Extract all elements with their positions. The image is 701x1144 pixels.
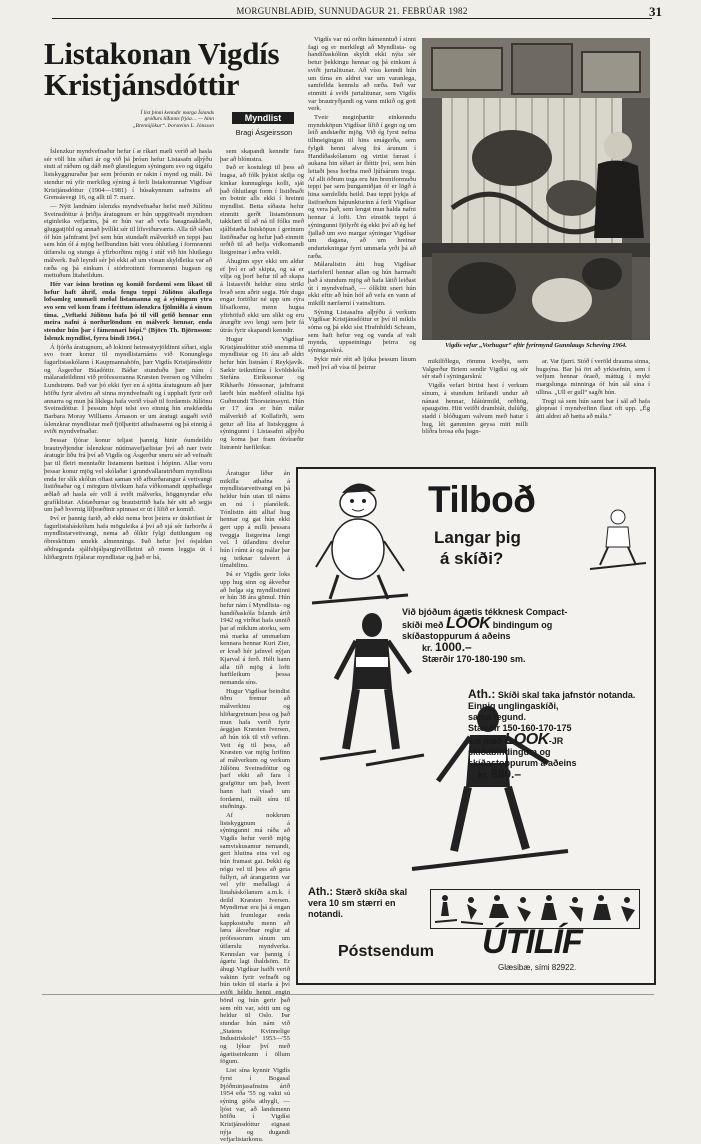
paragraph: Á fjórða áratugnum, að lokinni heimsstyrjöldinni síðari, sigla svo tvær konur til myndlistarnáms við Konunglega fagurlistaskólann í Kaupmannahöfn, þær Vigdís Kristjánsdóttir og Ásgerður Búadóttir. Báðar stunduðu þær nám í málaradeildinni við prófessoranna Kræsten Iversen og Vilhelm Lundstrøm. Það var þó ekki fyrr en á sjötta áratugnum að þær höfðu fyrir alvöru að sinna myndvefnaði og í upphafi fyrir orð annarra og mun þá líklega hafa verið vísað til fordæmis Júlíönu Sveinsdóttur. Í þessum hópi telst svo einnig hin enskfædda Barbara Moray Williams Árnason er um áratugi augaði svið íslenzkrar myndlistar með fjölþættri athafnasemi og þá einnig á sviði myndvefnaðar. — [44, 343, 212, 436]
offer-line: Við bjóðum ágætis tékknesk Compact- — [402, 607, 568, 617]
offer-text: -JR — [548, 736, 564, 746]
offer-line: skíðastoppurum á aðeins — [402, 631, 511, 641]
ad-subtitle-line: á skíði? — [440, 549, 504, 568]
size-line: Stærðir 150-160-170-175 — [468, 723, 572, 733]
paragraph: — Nýtt landnám íslenzks myndvefnaðar hefst með Júlíönu Sveinsdóttur á þriðja áratugnum er hún uppgötvaði myndræn eiginleika vefjarins, þá er hún var að vefa bæagnaáklæði, gluggatjöld og annað þvílíkt sér til lífsviðurværis. Alla tíð síðan óf hún jafnframt því sem hún stundaði málverkið en teppi þau sem hún óf á mjög heflbundinn hátt voru óhlutlæg í formrænni útfærslu og stungu á yfirborðinu mjög í stúf við hin hlutlægu málverk. Það leyndi sér þó ekki að um vissan skyldleika var að ræða og þá einkum í stórbrotinni formrænni hugsun og mettuðum litaheildum. — [44, 202, 212, 280]
ad-title: Tilboð — [428, 479, 536, 520]
article-column-2-lower — [220, 470, 290, 1144]
paragraph: Málaralistin átti hug Vigdísar starfsferil hennar allan og hún harmaði það á stundum mjög að hafa látið leiðast út í myndvefnað, — ólíklitt sneri hún ekki eftir að hún hóf að vefa en vann af mikilli nærfærni í vatnslitum. — [308, 261, 416, 307]
paragraph: Áratugur líður án mikilla athafna á myndlistarvettvangi en þá heldur hún utan til náms en nú í píanóleik. Tónlistin átti alltaf hug hennar og gat hún ekki gert upp á milli þessara tveggja listgreina lengi vel. Í útlandinu dvelur hún í rúmt ár og málar þar og teiknar talsvert á tímabilinu. — [220, 470, 290, 570]
bottom-divider — [42, 994, 654, 995]
section-tag: Myndlist — [232, 112, 294, 124]
note-line — [468, 689, 648, 701]
photo-caption: Vigdís vefur „Vorhugur“ eftir fyrirmynd Gunnlaugs Scheving 1964. — [445, 342, 627, 349]
article-headline: Listakonan Vigdís Kristjánsdóttir — [44, 36, 280, 102]
paragraph: Vigdís vefari birtist hest í verkum sínum, á stundum hrífandi undur að nánast hennar, hlátúrmild, orðhög, spaugsöm. Hitt veifði drambiát, dulúðg, stadd í blóðugum valvum með hatur í hug, lét gamminn geysa mitt milli blíðra brosa eða þagn- — [422, 382, 528, 436]
paragraph: Hugur Vigdísar Kristjánsdóttur stóð snemma til myndlistar og 16 ára að aldri hefur hún listnám í Reykjavík. Sækir teiknitíma í kvöldskóla Stefáns Eiríkssonar og Ríkharðs Jónssonar, jafnframt lærði hún meðferð olíulita hjá Guðmundi Thorsteinssyni. Hún er 17 ára er hún málar málverkið af Kollafirði, sem getur að líta af listskyggnu á sýningunni í Listasafni alþýðu og koma þar fram ótvíræðir listrænir hæfileikar. — [220, 335, 304, 451]
offer-line: sama tegund. — [468, 712, 527, 722]
note-text: Skíði skal taka jafnstór notanda. — [497, 690, 636, 700]
paragraph: Það er kostulegt til þess að hugsa, að fólk þykist skilja og kinkar kunnuglega kolli, sjái það óhlutlægt form í listiðnaði en botnir alls ekki í hreinni myndlist. Betta síðasta hefur einmitt gerðt listamönnum takkfært til að ná til fólks með sjálfstæða listsköpun í greinum listiðnaðar og hefur það einmitt orðið til að hefja vídkomandi listgreinar í æðra veldi. — [220, 164, 304, 257]
note-text: Stærð skíða skal vera 10 sm stærri en notandi. — [308, 887, 408, 919]
size-line: Stærðir 170-180-190 sm. — [422, 654, 526, 664]
offer-text: bindingum og — [492, 620, 553, 630]
paragraph: mikilfðlegu, römmu kveðju, sem Valgerður Briem sendir Vigdísi og sér sér stað í sýningarskrá: — [422, 358, 528, 381]
paragraph: Því er þannig farið, að ekki nema brot þeirra er útskrifast úr fagurlistaháskólum hafa möguleika á því að sjá sér farborða á myndlistarvettvangi, nema að ólíkir fylgi duttlungum og óbreskötum smekk almennings. Það hefur því ósjaldan aðdraganda sjálfshjálpargirvöllleitni að menn leggja út í hliðargrein frjálsrar myndlistar og það er bá, — [44, 515, 212, 561]
photo-illustration — [422, 38, 650, 340]
paragraph: Vigdís var nú orðin hámenntuð í sinni fagi og er merkilegt að Myndlista- og handíðaskólinn skyldi ekki nýta sér betur þekkingu hennar og þá einkum á sviði jurtalitunar. Að vísu kenndi hún um tíma en aldrei var um varanlega, samfellda kennslu að ræða. Það var einmitt á sviði jurtalitunar, sem Vigdís var brautryðjandi og vann mikið og gott verk. — [308, 36, 416, 113]
offer-line: skíðabindingum og — [468, 747, 551, 757]
page-number: 31 — [649, 4, 662, 19]
masthead — [52, 4, 662, 19]
junior-offer — [468, 689, 648, 781]
paragraph: Hér var ísinn brotinn og komið fordæmi sem líkast til hefur haft áhrif, enda fengu teppi Júlíönu ákaflega lofsamleg ummæli meðal listamanna og á sýningum ytra svo sem vel kom fram í fréttum íslenzkra fjölmiðla á sínum tíma. „Veftæki Júlíönu hafa þó til vill getið hennar enn meira nafni á norðurlöndum en málverk hennar, enda stendur hún þar í fámennari hópi.“ (Björn Th. Björnsson: Íslenzk myndlist, fyrra bindi 1964.) — [44, 280, 212, 342]
price-value: 880.– — [491, 767, 522, 781]
paragraph: List sína kynnir Vigdís fyrst í Bogasal Þjóðminjasafnsins árið 1954 eða '55 og vakti sú sýning góða athygli, — ljóst var, að landsmenn höfðu í Vigdísi Kristjánsdóttur eignast nýja og dugandi vefjarlistarkonu. — [220, 1067, 290, 1144]
article-column-4 — [422, 358, 528, 462]
paragraph: Hugur Vigdísar beindist öðru fremur að málverkinu og hliðargreinum þess og það mun hafa verið fyrir áeggjan Kræsten Iversen, að hún tók til við vefinn. Veit ég til þess, að Kræsten var mjög hrifinn af málverkum og verkum Júlíönu Sveinsdóttur og þarf ekki að fara í grafgötur um það, hvert hann hafi vísað um fordæmi, máli sínu til stuðnings. — [220, 687, 290, 811]
offer-line: skíðastoppurum á aðeins — [468, 758, 577, 768]
offer-text: skíði með — [402, 620, 444, 630]
offer-line — [402, 615, 648, 632]
offer-line — [468, 731, 648, 748]
snowman-skier-illustration — [308, 471, 418, 611]
price-value: 1000.– — [435, 640, 472, 654]
paragraph: sem skapandi kenndir fara þar að blómstra. — [220, 148, 304, 163]
ad-subtitle-line: Langar þig — [434, 528, 521, 547]
article-column-3 — [308, 36, 416, 464]
small-skier-icon — [588, 505, 648, 575]
ad-subtitle — [434, 527, 521, 569]
price-line — [402, 642, 648, 654]
paragraph: Af nokkrum listskyggnum á sýningunni má ráða að Vigdís hefur verið mjög samviskusamur nemandi, gert hlutina eins vel og hún framast gat. Þekki ég nógu vel til þess að geta fullyrt, að árangurinn var vel yfir meðallagi á listaháskólanum a.m.k. í deild Kræsten Iversen. Myndirnar eru þá á engan hátt frumlegar enda kappkostuðu menn að læra ákveðnar reglur af prófessorum sínum um útfærslu myndverka. Kennslan var þannig í ágætu lagi íhaldsöm. Er áhugi Vigdísar hafði verið vakinn fyrir vefnaði og hún tekin til starfa á því sviði héldu henni engin bönd og hún gerir það sem rétt var, sótti um og heldur til Oslo. Þar stundar hún nám við „Statens Kvinnelige Industriskole“ 1953—'55 og lýkur því með ágætiseinkunn í öllum fögum. — [220, 811, 290, 1066]
masthead-title: MORGUNBLAÐIÐ, SUNNUDAGUR 21. FEBRÚAR 1982 — [236, 6, 468, 16]
utilif-logo: ÚTILÍF — [482, 923, 582, 961]
paragraph: Áhuginn spyr ekki um aldur ef því er að skipta, og sá er vilja og þorf hefur til að skapa á listasviði heldur einu striki hvað sem aðrir segja. Hér duga engar fortölur né upp um rýra lífsafkomu, menn hugsa yfirhöfuð ekki um slíkt og eru ánægðir svo lengi sem þeir fá útrás fyrir skapandi kenndir. — [220, 257, 304, 335]
article-column-2 — [220, 148, 304, 468]
paragraph: Tveir meginþættir einkenndu myndsköpun Vigdísar lífið í gegn og um leið andstæðir mjög. Við ég fyrst nefna tilhneigingun til hins smágerða, sem fylgdi henni alveg frá árunum í Handíðaskólanum og virtist færast í aukana hin síðari ár fléttir því, sem hún leitaði þess horfna með ljúfsárum trega. Af allt öðrum toga eru hin breniformuðu teppi þar sem þungamiðjan óf er lögð á hina samfelldu heild. Þau teppi þykja af listfræðum hápunkturinn á ferli Vigdísar og vera það, sem lengst mun halda nafni hennar á lofti. Um einstök teppi á sýningunni fjölyrði ég ekki því að ég hef fjallað um svo margar sýningar Vigdísar um dagana, að um hreinar endurtekningar fyrri ummæla yrði þá að ræða. — [308, 114, 416, 260]
paragraph: Tregi sá sem hún samt bar í sál að hafa gloprast í myndvefinn flaut oft upp. „Ég átti aldrei að hætta að mála.“ — [536, 397, 650, 420]
epigraph: Í list þinni kenndir marga Íslands gróðurs liðanns frjóa… — hinn „Brennijökur“. Þorsteinn L. Jónsson — [132, 110, 214, 129]
offer-text: sm með — [468, 736, 503, 746]
byline: Bragi Ásgeirsson — [235, 128, 293, 137]
weaver-photo — [422, 38, 650, 340]
paragraph: Þessar fjórar konur teljast þannig hinir óumdeildu brautryðjendur íslenzkrar nútímavefjarlistar því að nær tveir áratugir liðu frá því að Vigdís og Ásgerður sneru sér að vefnaði þar til fleiri menntaðir listamenn bættust í hópinn. Allar voru þessar konur mjög vel skólaðar í grundvallaratriðum myndlista enda fer slík skólun oftast saman við afburðarangur á vettvangi listiðnaðar og í mörgum tilvikum hafa víðkomandi upphaflega æðlað að hasla sér völl á sviði málverks, höggmyndar eða grafíklistar. Afstæðurnar og brautstritið hafa hér sitt að segja um það hvernig lífþræðinir spinnast er út í lífið er komið. — [44, 437, 212, 514]
note-label: Ath.: — [468, 687, 496, 701]
paragraph: Íslenzkur myndvefnaður hefur í æ ríkari mæli verið að hasla sér völl hin síðari ár og við þá þróun hefur Listasafn alþýðu stutt af ráðum og dáð með glæsilegum sýningum svo og útgáfu listskyggnuraðar þar sem þróunin er rakin í mynd og máli. Þá stendur nú yfir merkileg sýning á ferli listakonunnar Vigdísar Kristjánsdóttur (1904—1981) í húsakynnum safnsins að Grensásvegi 16, og allt til 7. marz. — [44, 148, 212, 202]
paragraph: Þá er Vigdís gerir loks upp hug sinn og ákveður að helga sig myndlistinni er hún 38 ára gömul. Hún hefur nám í Myndlista- og handíðaskóla Íslands árið 1942 og virðist hafa unnið þar af miklum atorku, sem má marka af ummælum kennara hennar Kurt Zier, er kvað hér jafnvel nýjan Kjarval á ferð. Hélt hann alla tíð mjög á lofti hæfileikum þessa nemanda síns. — [220, 571, 290, 686]
offer-compact-skis — [402, 607, 648, 665]
article-column-1 — [44, 148, 212, 990]
paragraph: Sýning Listasafns alþýðu á verkum Vigdísar Kristjánsdóttur er því til mikils sóma og þá ekki síst Hrafnhildi Schram, sem haft hefur veg og vanda af vali mynda, uppsetningu þeirra og sýningarskrá. — [308, 308, 416, 355]
price-line — [468, 769, 648, 781]
paragraph: ar. Var fjarri. Stóð í veröld drauma sinna, hugsýna. Bar þá ört að yrkisefnin, sem í vefjum hennar óraeð, máttug í mykt margslunga minninga óf hún sál sína í ullina. „Ull er gull“ sagði hún. — [536, 358, 650, 396]
ski-advertisement — [296, 467, 656, 985]
look-logo: LOOK — [504, 731, 549, 748]
mail-order-text: Póstsendum — [338, 943, 435, 960]
note-label: Ath.: — [308, 886, 334, 898]
size-note — [308, 887, 426, 920]
article-column-5 — [536, 358, 650, 462]
offer-line: Einnig unglingaskíði, — [468, 701, 559, 711]
paragraph: Þykir mér rétt að ljúka þessum línum með því að vísa til þeirrar — [308, 355, 416, 371]
store-address: Glæsibæ, sími 82922. — [498, 963, 577, 972]
price-prefix: kr. — [478, 770, 489, 780]
price-prefix: kr. — [422, 643, 433, 653]
look-logo: LOOK — [446, 615, 491, 632]
